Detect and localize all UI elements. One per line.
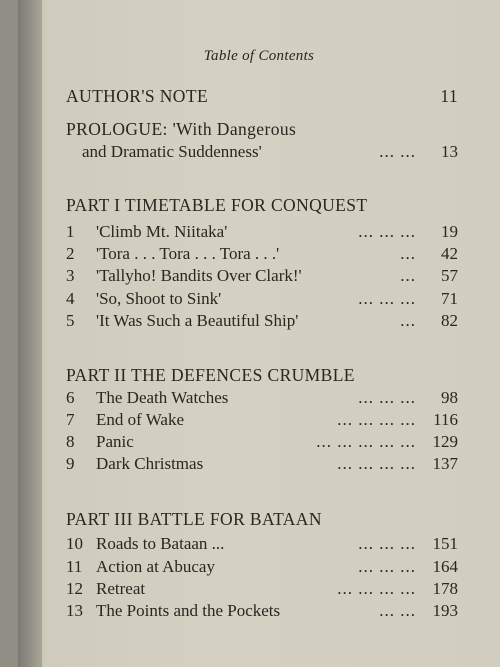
leader-dots: ... [400, 311, 416, 330]
part-heading-3: PART III BATTLE FOR BATAAN [66, 509, 322, 529]
leader-dots: ... ... [379, 142, 416, 161]
chapter-page: 19 [441, 222, 458, 241]
chapter-page: 71 [441, 289, 458, 308]
entry-page: 11 [440, 86, 458, 106]
chapter-number: 6 [66, 388, 75, 407]
chapter-title: Roads to Bataan ... [96, 534, 225, 553]
chapter-page: 98 [441, 388, 458, 407]
chapter-title: Action at Abucay [96, 557, 215, 576]
entry-title: AUTHOR'S NOTE [66, 86, 209, 106]
leader-dots: ... ... ... ... [337, 579, 416, 598]
leader-dots: ... ... ... [358, 388, 416, 407]
chapter-row [66, 265, 458, 287]
entry-title: PROLOGUE: 'With Dangerous [66, 119, 297, 139]
chapter-title: 'It Was Such a Beautiful Ship' [96, 311, 299, 330]
chapter-title: 'So, Shoot to Sink' [96, 289, 222, 308]
part-heading-2: PART II THE DEFENCES CRUMBLE [66, 365, 355, 385]
chapter-number: 2 [66, 244, 75, 263]
entry-page: 13 [441, 142, 458, 161]
chapter-page: 57 [441, 266, 458, 285]
chapter-row [66, 243, 458, 265]
chapter-title: 'Tora . . . Tora . . . Tora . . .' [96, 244, 280, 263]
part-heading-1: PART I TIMETABLE FOR CONQUEST [66, 195, 368, 215]
book-page [18, 0, 500, 667]
page-header: Table of Contents [203, 48, 315, 64]
chapter-row [66, 453, 458, 475]
chapter-number: 12 [66, 579, 83, 598]
leader-dots: ... ... ... ... [337, 454, 416, 473]
chapter-title: End of Wake [96, 410, 185, 429]
chapter-row [66, 556, 458, 578]
chapter-row [66, 387, 458, 409]
chapter-row [66, 578, 458, 600]
toc-entry-prologue-cont [82, 141, 458, 163]
chapter-page: 151 [432, 534, 458, 553]
chapter-number: 7 [66, 410, 75, 429]
chapter-number: 8 [66, 432, 75, 451]
chapter-row [66, 431, 458, 453]
chapter-number: 9 [66, 454, 75, 473]
leader-dots: ... ... ... ... [337, 410, 416, 429]
chapter-number: 3 [66, 266, 75, 285]
chapter-title: Panic [96, 432, 134, 451]
chapter-number: 10 [66, 534, 83, 553]
chapter-title: 'Tallyho! Bandits Over Clark!' [96, 266, 302, 285]
chapter-row [66, 600, 458, 622]
chapter-page: 178 [432, 579, 458, 598]
leader-dots: ... ... ... [358, 289, 416, 308]
chapter-page: 129 [432, 432, 458, 451]
chapter-row [66, 221, 458, 243]
leader-dots: ... ... [379, 601, 416, 620]
chapter-page: 193 [432, 601, 458, 620]
chapter-row [66, 288, 458, 310]
leader-dots: ... [400, 266, 416, 285]
chapter-page: 116 [433, 410, 458, 429]
chapter-number: 4 [66, 289, 75, 308]
chapter-number: 13 [66, 601, 83, 620]
leader-dots: ... ... ... [358, 534, 416, 553]
chapter-title: 'Climb Mt. Niitaka' [96, 222, 228, 241]
chapter-title: The Points and the Pockets [96, 601, 281, 620]
leader-dots: ... ... ... [358, 222, 416, 241]
chapter-number: 5 [66, 311, 75, 330]
page-gutter [18, 0, 42, 667]
entry-title: and Dramatic Suddenness' [82, 142, 262, 161]
leader-dots: ... ... ... [358, 557, 416, 576]
toc-entry-authors-note [66, 84, 458, 108]
chapter-row [66, 409, 458, 431]
chapter-page: 164 [432, 557, 458, 576]
chapter-number: 11 [66, 557, 83, 576]
chapter-number: 1 [66, 222, 75, 241]
chapter-row [66, 310, 458, 332]
chapter-title: Retreat [96, 579, 146, 598]
toc-entry-prologue [66, 117, 458, 141]
chapter-page: 137 [432, 454, 458, 473]
leader-dots: ... ... ... ... ... [316, 432, 416, 451]
chapter-title: The Death Watches [96, 388, 229, 407]
chapter-title: Dark Christmas [96, 454, 204, 473]
leader-dots: ... [400, 244, 416, 263]
chapter-page: 42 [441, 244, 458, 263]
chapter-page: 82 [441, 311, 458, 330]
chapter-row [66, 533, 458, 555]
